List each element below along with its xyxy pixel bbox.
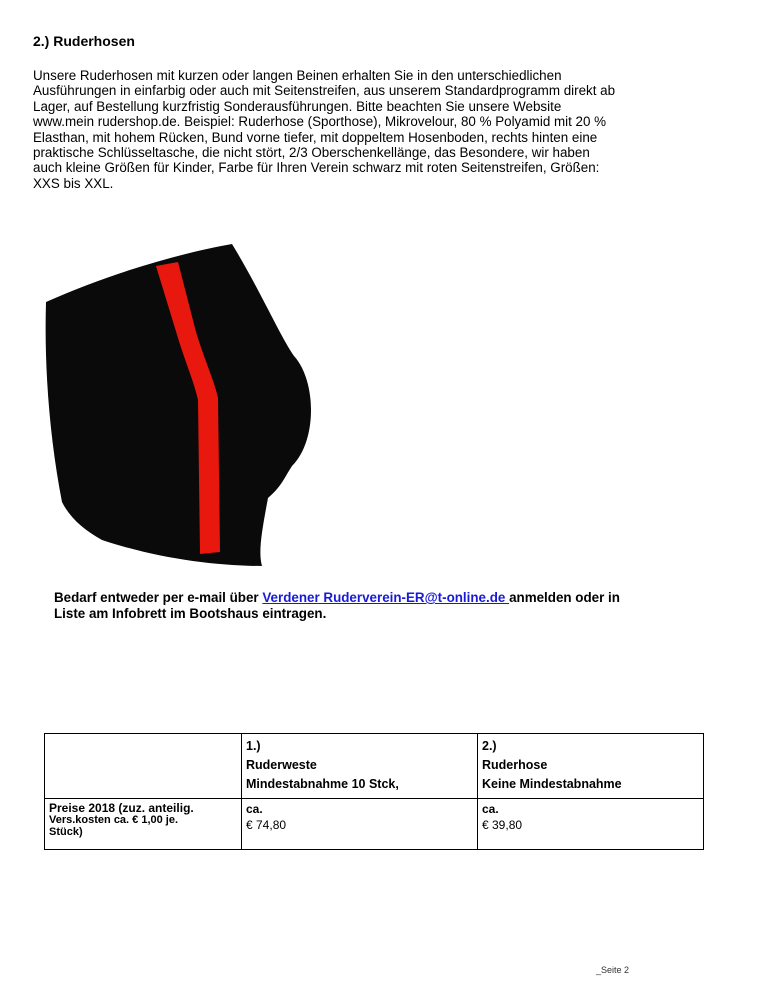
order-prefix: Bedarf entweder per e-mail über (54, 590, 263, 605)
price-prefix: ca. (246, 802, 263, 816)
description-line: XXS bis XXL. (33, 175, 114, 191)
item-number: 2.) (482, 739, 497, 753)
price-prefix: ca. (482, 802, 499, 816)
table-row (45, 799, 704, 850)
section-heading: 2.) Ruderhosen (33, 33, 135, 49)
description-line: praktische Schlüsseltasche, die nicht stört, 2/3 Oberschenkellänge, das Besondere, wir haben (33, 145, 590, 161)
item-note: Keine Mindestabnahme (482, 777, 622, 791)
item-name: Ruderweste (246, 758, 317, 772)
description-line: Elasthan, mit hohem Rücken, Bund vorne tiefer, mit doppeltem Hosenboden, rechts hinten eine (33, 129, 598, 145)
price-table (44, 733, 704, 850)
table-header-empty-cell (45, 734, 242, 799)
price-cell (478, 799, 704, 850)
product-description (33, 68, 745, 191)
description-line: www.mein rudershop.de. Beispiel: Ruderhose (Sporthose), Mikrovelour, 80 % Polyamid mit 20 % (33, 114, 607, 130)
order-suffix: anmelden oder in (509, 590, 620, 605)
item-number: 1.) (246, 739, 261, 753)
item-note: Mindestabnahme 10 Stck, (246, 777, 399, 791)
price-label-line: Vers.kosten ca. € 1,00 je. (49, 814, 179, 826)
page-footer: _Seite 2 (596, 965, 630, 975)
table-header-row (45, 734, 704, 799)
item-name: Ruderhose (482, 758, 548, 772)
price-label-cell (45, 799, 242, 850)
price-label-line: Preise 2018 (zuz. anteilig. (49, 801, 194, 815)
order-line-2: Liste am Infobrett im Bootshaus eintragen. (54, 606, 327, 621)
rowing-shorts-image (36, 240, 326, 570)
price-value: € 39,80 (482, 818, 523, 832)
price-label-line: Stück) (49, 826, 83, 838)
table-header-cell (242, 734, 478, 799)
order-instructions (54, 590, 744, 622)
price-value: € 74,80 (246, 818, 287, 832)
description-line: auch kleine Größen für Kinder, Farbe für Ihren Verein schwarz mit roten Seitenstreifen, Größen: (33, 160, 600, 176)
price-cell (242, 799, 478, 850)
description-line: Unsere Ruderhosen mit kurzen oder langen Beinen erhalten Sie in den unterschiedlichen (33, 68, 562, 83)
email-link[interactable]: Verdener Ruderverein-ER@t-online.de (262, 590, 510, 605)
description-line: Ausführungen in einfarbig oder auch mit Seitenstreifen, aus unserem Standardprogramm direkt ab (33, 83, 616, 99)
table-header-cell (478, 734, 704, 799)
description-line: Lager, auf Bestellung kurzfristig Sonderausführungen. Bitte beachten Sie unsere Website (33, 98, 562, 114)
